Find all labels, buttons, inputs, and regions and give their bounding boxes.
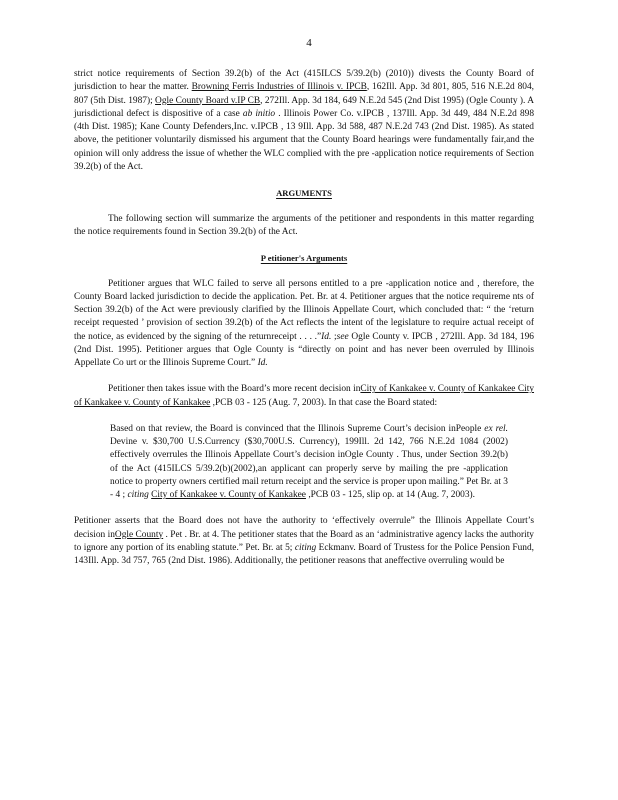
paragraph-board-decision — [74, 383, 534, 410]
italic-text: ex rel. — [484, 423, 508, 434]
text-run: strict notice requirements of Section 39.2(b) of the Act (415ILCS 5/39.2(b) (2010)) divests the County Board of jurisdiction to hear the matter. — [74, 69, 534, 93]
text-run: . Illinois Power Co. v.IPCB , 137Ill. App. 3d 449, 484 N.E.2d 898 (4th Dist. 1985); Kane County Defenders,Inc. v.IPCB , 13 9Ill. App. 3d 588, 487 N.E.2d 743 (2nd Dist. 1985). As stated above, the petitioner voluntarily dismissed his argument that the County Board hearings were fundamentally fair,and the opinion will only address the issue of whether the WLC complied with the pre -application notice requirements of Section 39.2(b) of the Act. — [74, 108, 535, 172]
paragraph-summary — [74, 213, 534, 240]
document-body — [74, 68, 534, 568]
underlined-citation: City of Kankakee v. County of Kankakee City of Kankakee v. County of Kankakee — [74, 384, 535, 408]
underlined-citation: City of Kankakee v. County of Kankakee — [151, 490, 306, 500]
italic-text: citing — [127, 490, 149, 500]
text-run: The following section will summarize the arguments of the petitioner and respondents in this matter regarding the notice requirements found in Section 39.2(b) of the Act. — [74, 214, 534, 238]
paragraph-petitioner-asserts — [74, 515, 534, 568]
text-run: Based on that review, the Board is convinced that the Illinois Supreme Court’s decision inPeople — [110, 423, 485, 434]
italic-text: citing — [294, 542, 317, 553]
text-run: , 272Ill. App. 3d 184, 649 N.E.2d 545 (2nd Dist 1995) (Ogle County ). A jurisdictional defect is dispositive of a case — [74, 95, 534, 119]
paragraph-petitioner-argues — [74, 278, 534, 371]
underlined-citation: Browning Ferris Industries of Illinois v. IPCB — [191, 82, 367, 93]
text-run: ; — [331, 331, 337, 342]
italic-text: see — [336, 331, 349, 342]
italic-text: Id. — [321, 331, 332, 342]
text-run: ,PCB 03 - 125, slip op. at 14 (Aug. 7, 2003). — [305, 490, 475, 500]
text-run: Petitioner asserts that the Board does not have the authority to ‘effectively overrule” the Illinois Appellate Court’s decision in — [74, 516, 534, 540]
text-run: Petitioner argues that WLC failed to serve all persons entitled to a pre -application notice and , therefore, the County Board lacked jurisdiction to decide the application. Pet. Br. at 4. Petitioner argues that the notice requireme nts of Section 39.2(b) of the Act were previously clarified by the Illinois Appellate Court, which concluded that: “ the ‘return receipt requested ’ provision of section 39.2(b) of the Act reflects the intent of the legislature to require actual receipt of the notice, as evidenced by the signing of the returnreceipt . . . .” — [74, 278, 534, 342]
block-quote — [110, 423, 508, 503]
text-run: Eckmanv. Board of Trustess for the Police Pension Fund, 143Ill. App. 3d 757, 765 (2nd Dist. 1986). Additionally, the petitioner reasons that aneffective overruling would be — [74, 542, 535, 566]
underlined-citation: Ogle County — [114, 529, 164, 540]
underlined-citation: Ogle County Board v.IP CB — [155, 95, 261, 106]
text-run: ,PCB 03 - 125 (Aug. 7, 2003). In that case the Board stated: — [210, 397, 438, 408]
italic-text: Id. — [257, 358, 268, 368]
heading-arguments: ARGUMENTS — [276, 188, 332, 198]
italic-text: ab initio — [242, 108, 276, 119]
paragraph-jurisdiction — [74, 68, 534, 174]
text-run: Petitioner then takes issue with the Board’s more recent decision in — [108, 384, 361, 395]
page-number: 4 — [306, 37, 312, 49]
text-run: Devine v. $30,700 U.S.Currency ($30,700U.S. Currency), 199Ill. 2d 142, 766 N.E.2d 1084 (2002) effectively overrules the Illinois Appellate Court’s decision inOgle County . Thus, under Section 39.2(b) of the Act (415ILCS 5/39.2(b)(2002),an applicant can properly serve by mailing the pre -application notice to property owners certified mail return receipt and the service is proper upon mailing.” Pet Br. at 3 - 4 ; — [110, 437, 508, 500]
text-run: . Pet . Br. at 4. The petitioner states that the Board as an ‘administrative agency lacks the authority to ignore any portion of its enabling statute.” Pet. Br. at 5; — [74, 529, 534, 553]
text-run: Ogle County v. IPCB , 272Ill. App. 3d 184, 196 (2nd Dist. 1995). Petitioner argues that Ogle County is “directly on point and has never been overruled by Illinois Appellate Co urt or the Illinois Supreme Court.” — [74, 331, 534, 368]
text-run: , 162Ill. App. 3d 801, 805, 516 N.E.2d 804, 807 (5th Dist. 1987); — [74, 82, 534, 106]
heading-petitioners-arguments: P etitioner's Arguments — [260, 252, 348, 263]
